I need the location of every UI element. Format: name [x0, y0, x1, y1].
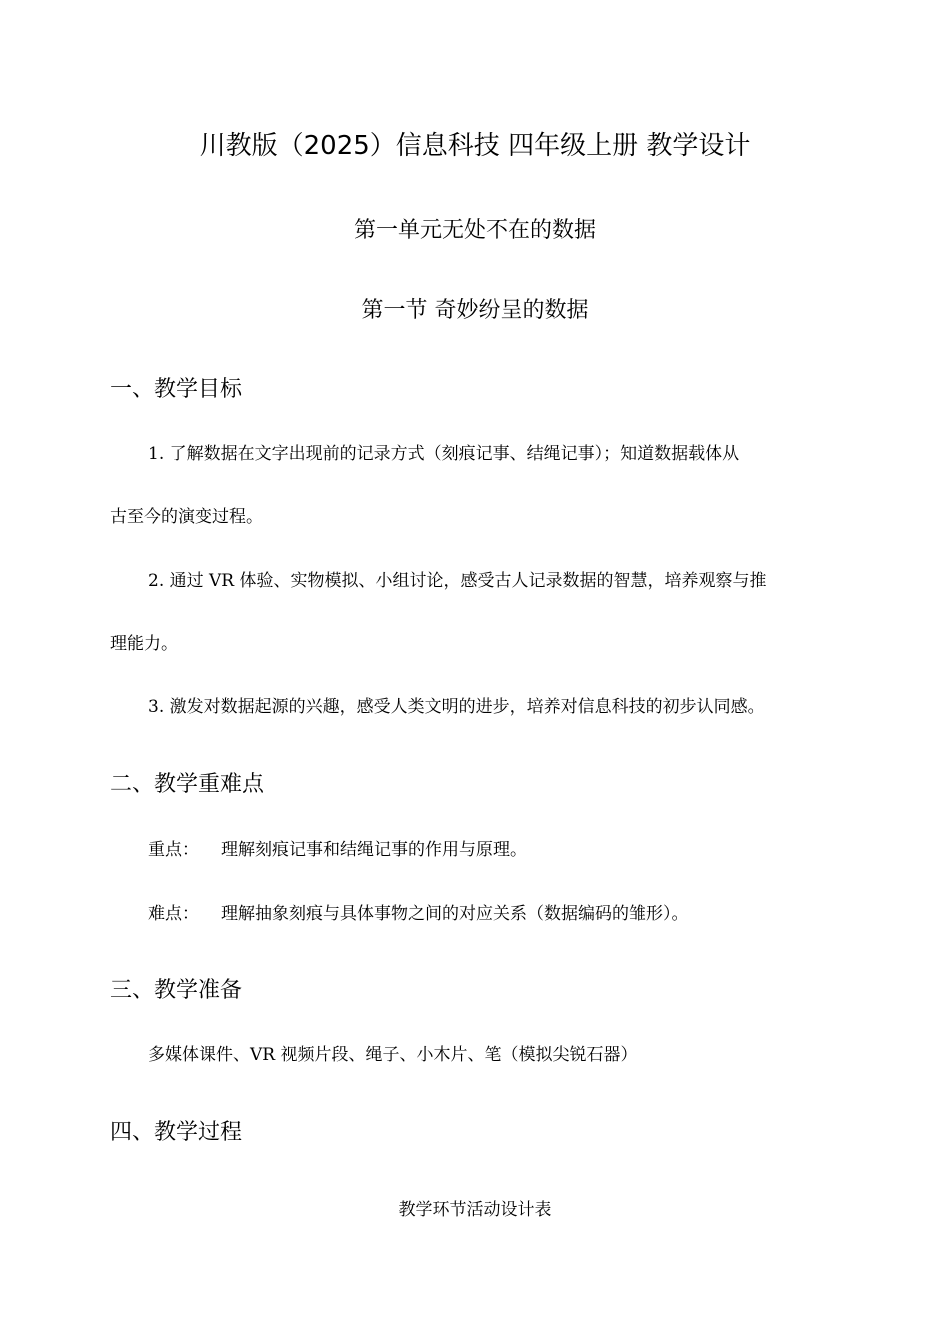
section-heading-goals: 一、教学目标 [110, 377, 243, 402]
table-caption: 教学环节活动设计表 [398, 1200, 552, 1220]
section-heading-key-points: 二、教学重难点 [110, 772, 265, 797]
goal-item-3-line-1: 3. 激发对数据起源的兴趣，感受人类文明的进步，培养对信息科技的初步认同感。 [148, 697, 765, 717]
goal-item-1-line-1: 1. 了解数据在文字出现前的记录方式（刻痕记事、结绳记事）；知道数据载体从 [148, 444, 740, 464]
goal-item-1-line-2: 古至今的演变过程。 [110, 507, 263, 527]
key-point-row [148, 836, 527, 864]
goal-item-2-line-1: 2. 通过 VR 体验、实物模拟、小组讨论，感受古人记录数据的智慧，培养观察与推 [148, 571, 767, 591]
section-heading-preparation: 三、教学准备 [110, 978, 243, 1003]
preparation-text: 多媒体课件、VR 视频片段、绳子、小木片、笔（模拟尖锐石器） [148, 1045, 638, 1065]
difficult-point-label: 难点： [148, 904, 199, 924]
goal-item-2-line-2: 理能力。 [110, 634, 178, 654]
document-title: 川教版（2025）信息科技 四年级上册 教学设计 [199, 131, 751, 161]
key-point-text: 理解刻痕记事和结绳记事的作用与原理。 [221, 840, 527, 860]
difficult-point-text: 理解抽象刻痕与具体事物之间的对应关系（数据编码的雏形）。 [221, 904, 689, 924]
unit-title: 第一单元无处不在的数据 [353, 218, 596, 243]
section-heading-process: 四、教学过程 [110, 1120, 243, 1145]
difficult-point-row [148, 900, 689, 928]
lesson-title: 第一节 奇妙纷呈的数据 [361, 298, 589, 323]
key-point-label: 重点： [148, 840, 199, 860]
